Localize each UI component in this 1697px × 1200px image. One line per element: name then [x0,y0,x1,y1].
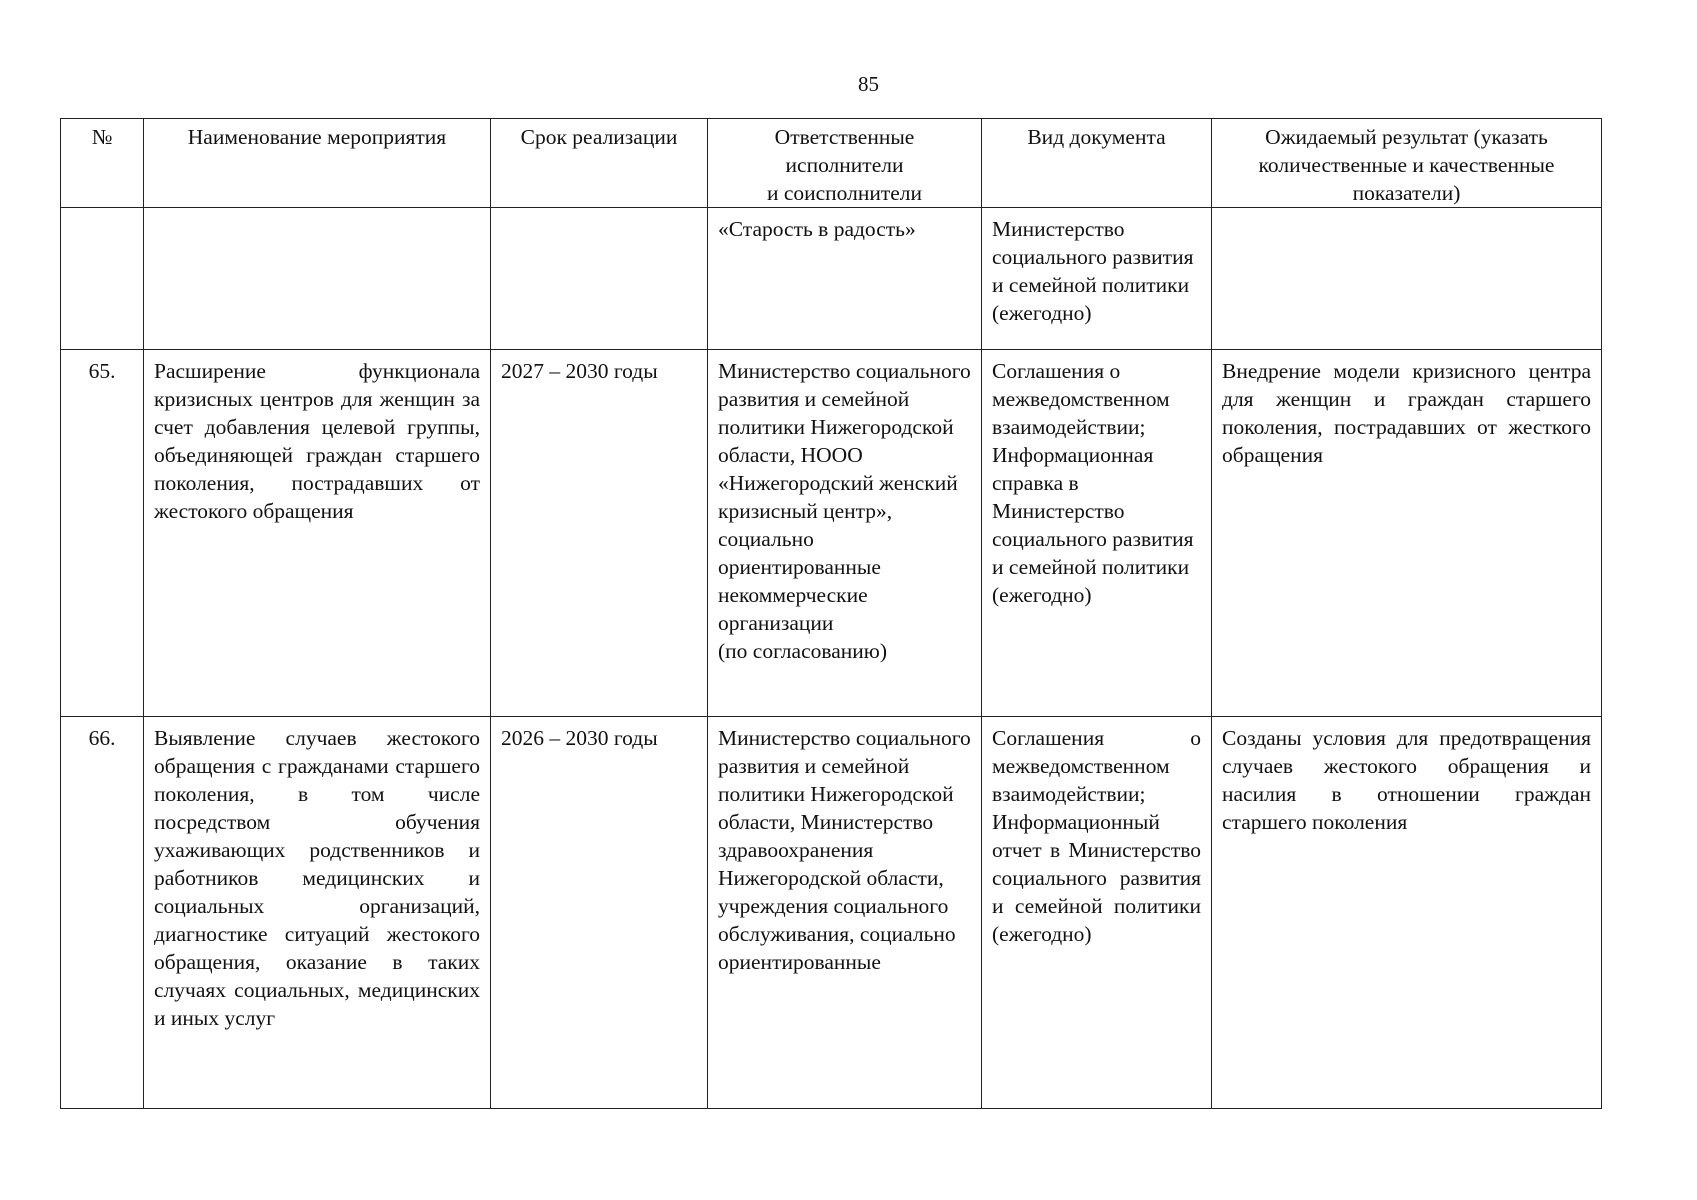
cell-executors: Министерство социального развития и семейной политики Нижегородской области, НООО «Нижегородский женский кризисный центр», социально ориентированные некоммерческие организации (по согласованию) [708,350,982,717]
cell-doc-type: Соглашения о межведомственном взаимодействии; Информационный отчет в Министерство социального развития и семейной политики (ежегодно) [982,717,1212,1109]
column-header-doc-type: Вид документа [982,119,1212,208]
column-header-result: Ожидаемый результат (указать количественные и качественные показатели) [1212,119,1602,208]
cell-result: Созданы условия для предотвращения случаев жестокого обращения и насилия в отношении граждан старшего поколения [1212,717,1602,1109]
column-header-term: Срок реализации [491,119,708,208]
cell-result: Внедрение модели кризисного центра для женщин и граждан старшего поколения, пострадавших от жесткого обращения [1212,350,1602,717]
cell-doc-type: Министерство социального развития и семейной политики (ежегодно) [982,208,1212,350]
cell-doc-type: Соглашения о межведомственном взаимодействии; Информационная справка в Министерство социального развития и семейной политики (ежегодно) [982,350,1212,717]
cell-name: Выявление случаев жестокого обращения с гражданами старшего поколения, в том числе посредством обучения ухаживающих родственников и работников медицинских и социальных организаций, диагностике ситуаций жестокого обращения, оказание в таких случаях социальных, медицинских и иных услуг [144,717,491,1109]
cell-number [61,208,144,350]
cell-result [1212,208,1602,350]
column-header-executors: Ответственные исполнители и соисполнители [708,119,982,208]
column-header-number: № [61,119,144,208]
table-row-66 [61,717,1602,1109]
events-table [60,118,1602,1109]
page-number: 85 [858,72,879,96]
table-row-continuation [61,208,1602,350]
column-header-name: Наименование мероприятия [144,119,491,208]
cell-number: 66. [61,717,144,1109]
cell-number: 65. [61,350,144,717]
cell-term [491,208,708,350]
table-header-row [61,119,1602,208]
cell-executors: Министерство социального развития и семейной политики Нижегородской области, Министерство здравоохранения Нижегородской области, учреждения социального обслуживания, социально ориентированные [708,717,982,1109]
cell-term: 2027 – 2030 годы [491,350,708,717]
cell-executors: «Старость в радость» [708,208,982,350]
cell-term: 2026 – 2030 годы [491,717,708,1109]
cell-name: Расширение функционала кризисных центров для женщин за счет добавления целевой группы, объединяющей граждан старшего поколения, пострадавших от жестокого обращения [144,350,491,717]
table-row-65 [61,350,1602,717]
cell-name [144,208,491,350]
